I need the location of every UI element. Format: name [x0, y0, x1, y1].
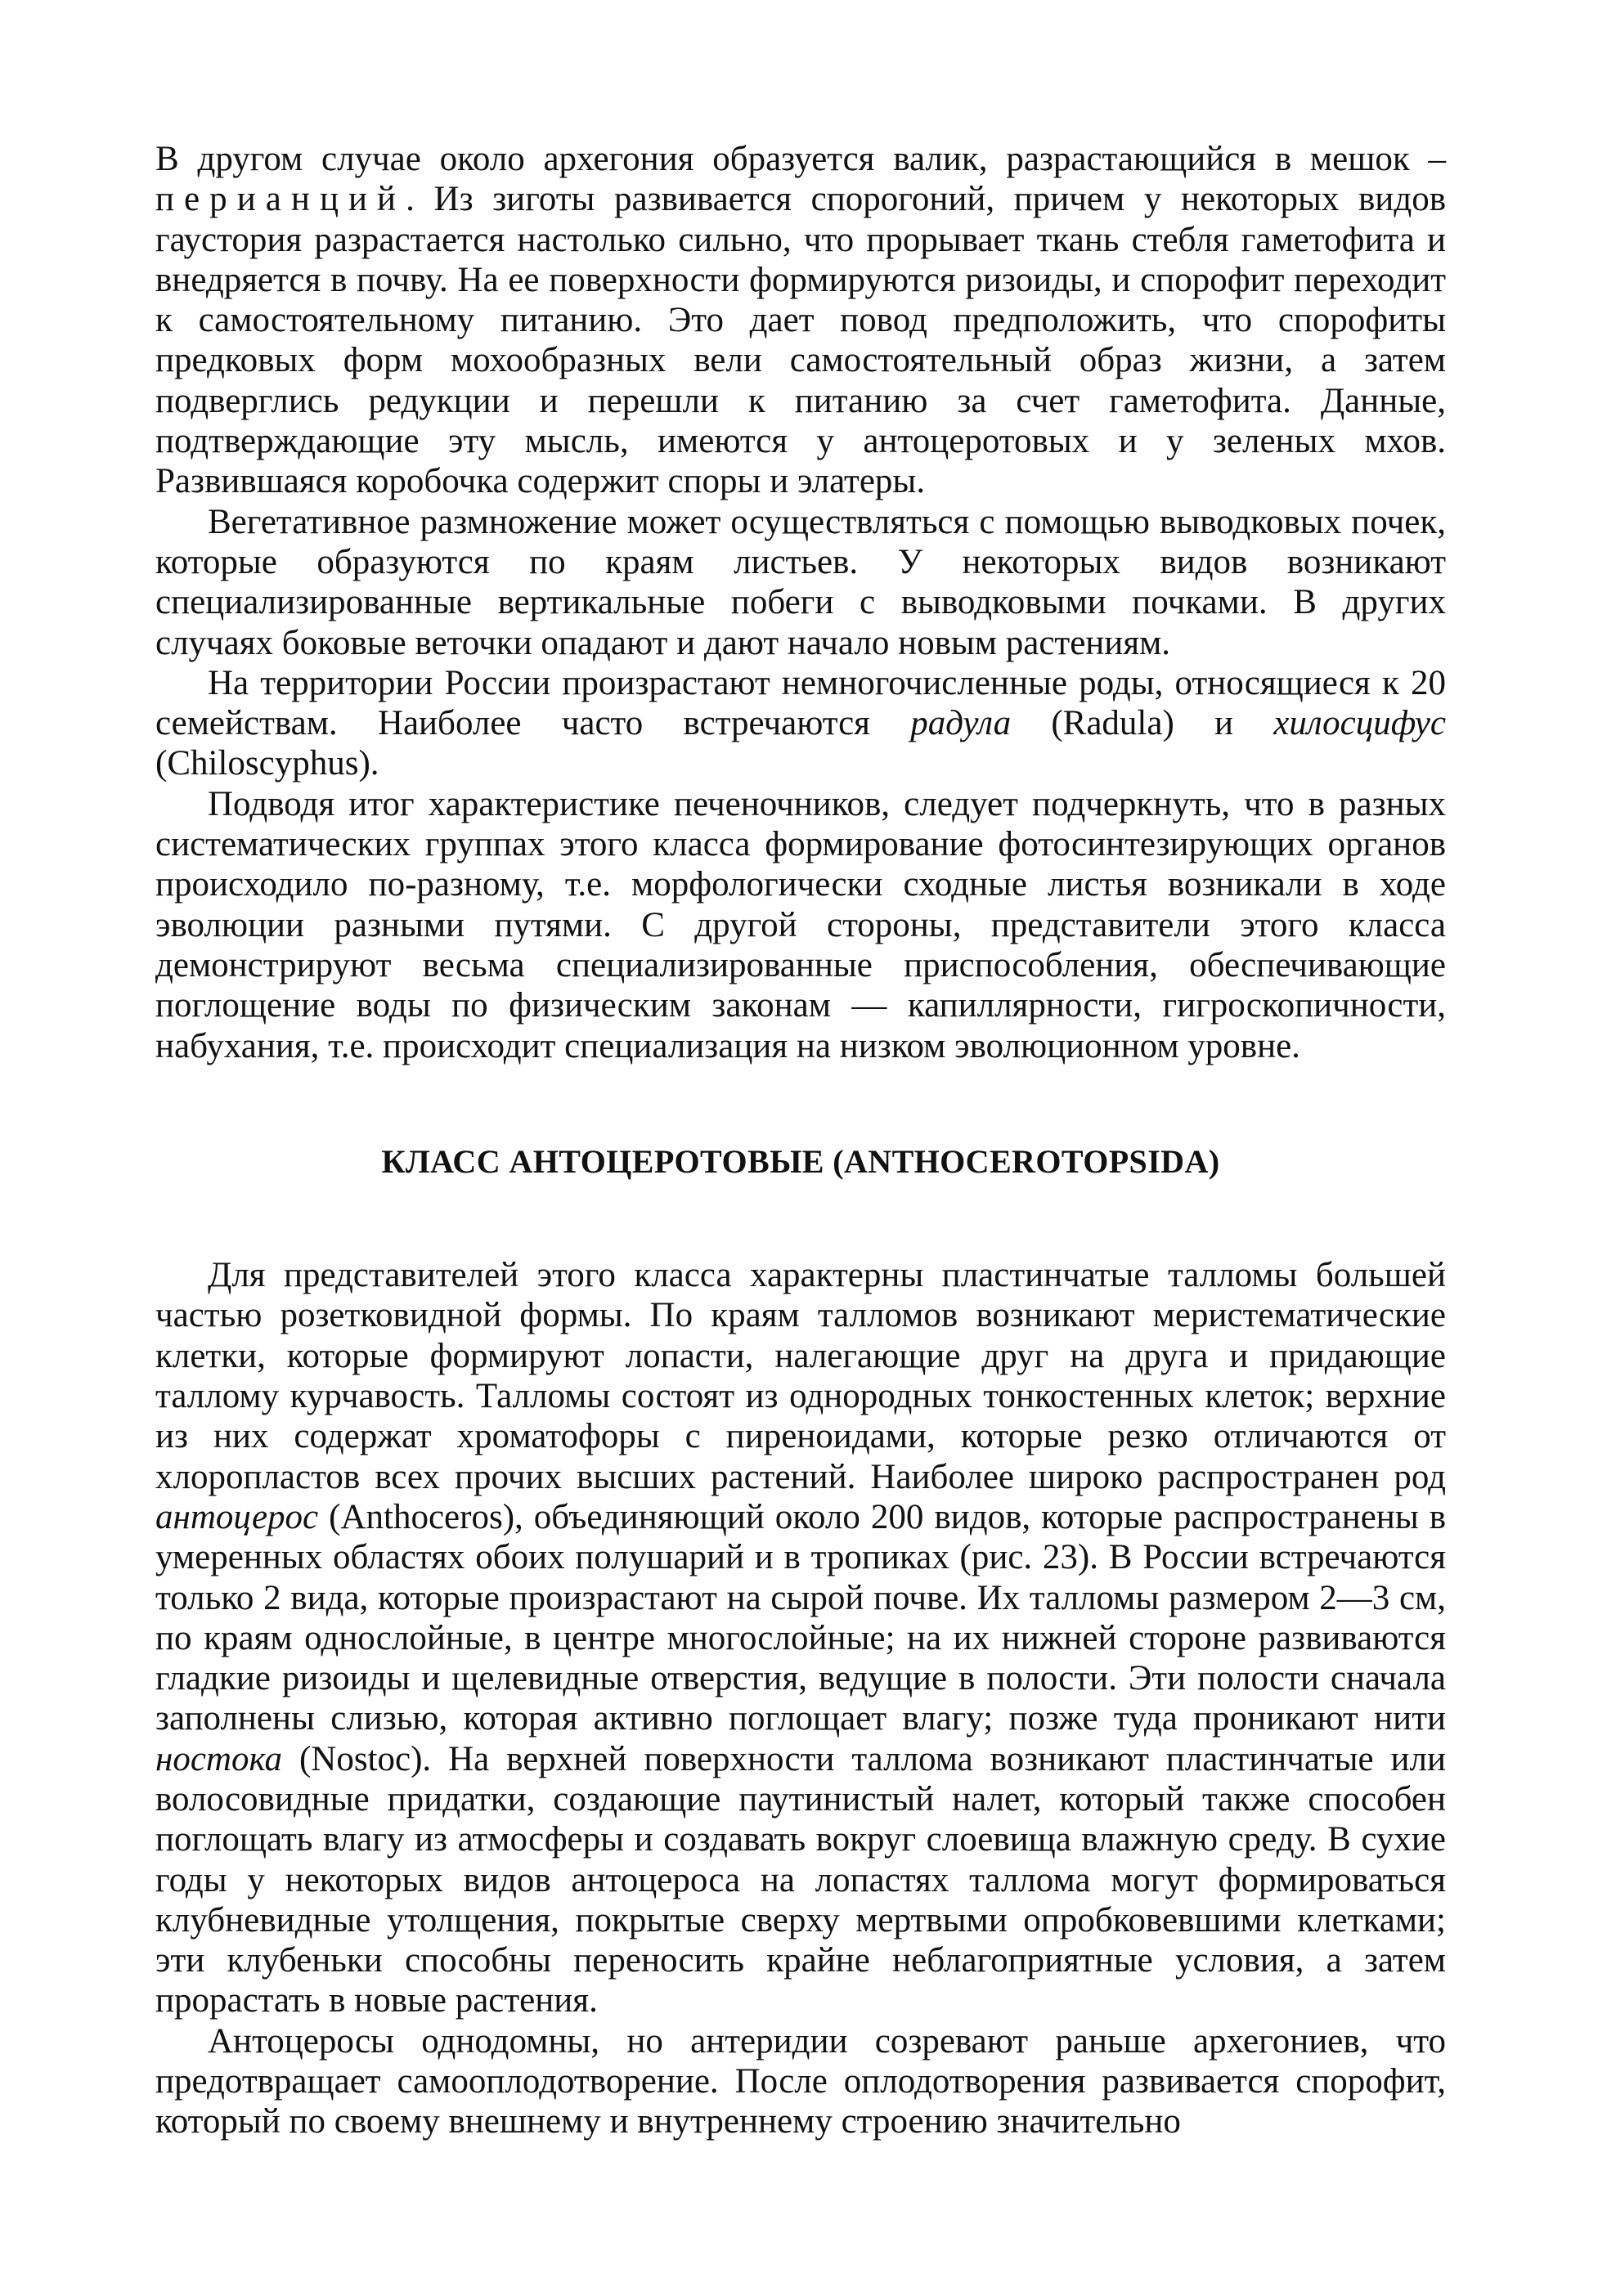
paragraph-5-start: Для представителей этого класса характерны пластинчатые талломы большей частью розетковидной формы. По краям талломов возникают меристематические клетки, которые формируют лопасти, налегающие друг на друга и придающие таллому курчавость. Талломы состоят из однородных тонкостенных клеток; верхние из них содержат хроматофоры с пиреноидами, которые резко отличаются от хлоропластов всех прочих высших растений. Наиболее широко распространен род [155, 1256, 1446, 1496]
paragraph-1-start: В другом случае около архегония образуется валик, разрастающийся в мешок – [155, 140, 1446, 178]
genus-radula: радула [910, 704, 1012, 743]
genus-nostoc: ностока [155, 1739, 283, 1778]
page-body [155, 139, 1446, 2142]
paragraph-1-rest: . Из зиготы развивается спорогоний, причем у некоторых видов гаустория разрастается настолько сильно, что прорывает ткань стебля гаметофита и внедряется в почву. На ее поверхности формируются ризоиды, и спорофит переходит к самостоятельному питанию. Это дает повод предположить, что спорофиты предковых форм мохообразных вели самостоятельный образ жизни, а затем подверглись редукции и перешли к питанию за счет гаметофита. Данные, подтверждающие эту мысль, имеются у антоцеротовых и у зеленых мхов. Развившаяся коробочка содержит споры и элатеры. [155, 180, 1446, 501]
genus-chiloscyphus: хилосцифус [1273, 704, 1446, 743]
paragraph-3 [155, 663, 1446, 784]
genus-anthoceros: антоцерос [155, 1497, 319, 1536]
paragraph-3-mid: (Radula) и [1051, 704, 1234, 743]
paragraph-6: Антоцеросы однодомны, но антеридии созревают раньше архегониев, что предотвращает самооплодотворение. После оплодотворения развивается спорофит, который по своему внешнему и внутреннему строению значительно [155, 2021, 1446, 2141]
paragraph-5 [155, 1255, 1446, 2021]
paragraph-3-end: (Chiloscyphus). [155, 744, 379, 783]
term-perianth: перианций [155, 180, 406, 219]
paragraph-3-start: На территории России произрастают немногочисленные роды, относящиеся к 20 семействам. Наиболее часто встречаются [155, 663, 1446, 743]
paragraph-5-mid: (Anthoceros), объединяющий около 200 видов, которые распространены в умеренных областях обоих полушарий и в тропиках (рис. 23). В России встречаются только 2 вида, которые произрастают на сырой почве. Их талломы размером 2—3 см, по краям однослойные, в центре многослойные; на их нижней стороне развиваются гладкие ризоиды и щелевидные отверстия, ведущие в полости. Эти полости сначала заполнены слизью, которая активно поглощает влагу; позже туда проникают нити [155, 1497, 1447, 1738]
paragraph-1 [155, 139, 1446, 502]
paragraph-5-end: (Nostoc). На верхней поверхности таллома возникают пластинчатые или волосовидные придатки, создающие паутинистый налет, который также способен поглощать влагу из атмосферы и создавать вокруг слоевища влажную среду. В сухие годы у некоторых видов антоцероса на лопастях таллома могут формироваться клубневидные утолщения, покрытые сверху мертвыми опробковевшими клетками; эти клубеньки способны переносить крайне неблагоприятные условия, а затем прорастать в новые растения. [155, 1739, 1447, 2020]
paragraph-2: Вегетативное размножение может осуществляться с помощью выводковых почек, которые образуются по краям листьев. У некоторых видов возникают специализированные вертикальные побеги с выводковыми почками. В других случаях боковые веточки опадают и дают начало новым растениям. [155, 502, 1446, 662]
paragraph-4: Подводя итог характеристике печеночников, следует подчеркнуть, что в разных систематических группах этого класса формирование фотосинтезирующих органов происходило по-разному, т.е. морфологически сходные листья возникали в ходе эволюции разными путями. С другой стороны, представители этого класса демонстрируют весьма специализированные приспособления, обеспечивающие поглощение воды по физическим законам — капиллярности, гигроскопичности, набухания, т.е. происходит специализация на низком эволюционном уровне. [155, 784, 1446, 1065]
section-heading: КЛАСС АНТОЦЕРОТОВЫЕ (ANTHOCEROTOPSIDA) [381, 1142, 1220, 1180]
